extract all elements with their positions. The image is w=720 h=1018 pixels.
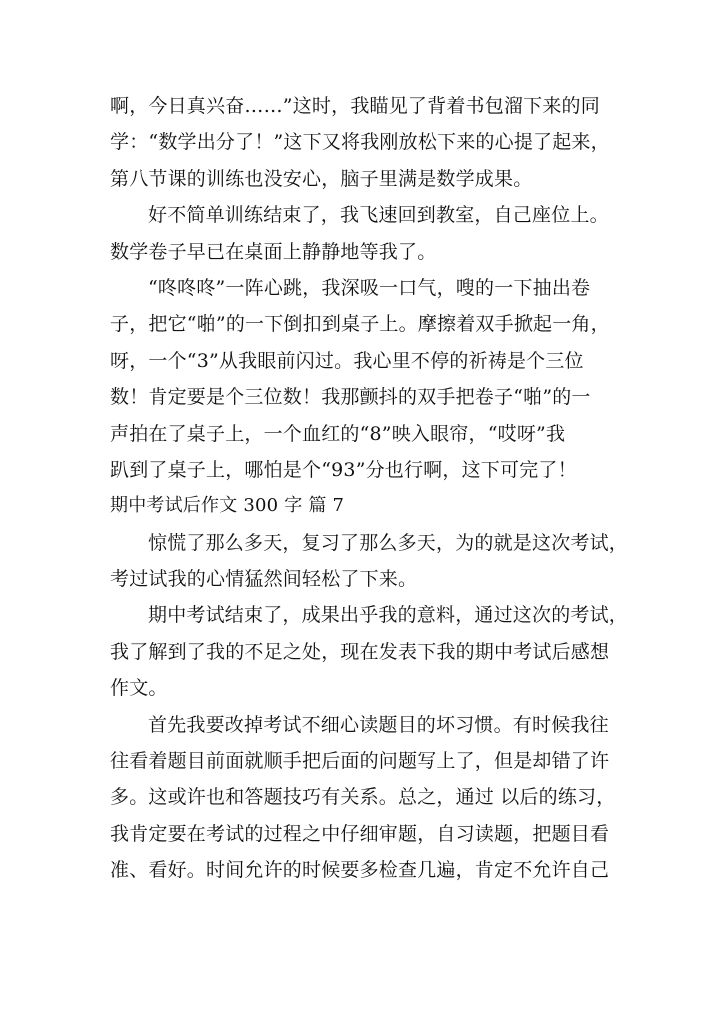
text-line: 数！肯定要是个三位数！我那颤抖的双手把卷子“啪”的一 bbox=[110, 386, 591, 409]
text-line: 往看着题目前面就顺手把后面的问题写上了，但是却错了许 bbox=[110, 750, 610, 773]
text-line: 呀，一个“3”从我眼前闪过。我心里不停的祈祷是个三位 bbox=[110, 349, 584, 372]
text-line: 准、看好。时间允许的时候要多检查几遍，肯定不允许自己 bbox=[110, 859, 610, 882]
paragraph-start-line: 首先我要改掉考试不细心读题目的坏习惯。有时候我往 bbox=[148, 713, 609, 736]
text-line: 我了解到了我的不足之处，现在发表下我的期中考试后感想 bbox=[110, 640, 610, 663]
text-line: 多。这或许也和答题技巧有关系。总之，通过 以后的练习， bbox=[110, 786, 616, 809]
text-line: 作文。 bbox=[110, 677, 168, 700]
text-line: 考过试我的心情猛然间轻松了下来。 bbox=[110, 568, 418, 591]
text-line: 学：“数学出分了！”这下又将我刚放松下来的心提了起来， bbox=[110, 131, 610, 154]
text-line: 啊，今日真兴奋……”这时，我瞄见了背着书包溜下来的同 bbox=[110, 95, 600, 117]
text-line: 趴到了桌子上，哪怕是个“93”分也行啊，这下可完了！ bbox=[110, 458, 577, 481]
essay-text bbox=[110, 88, 630, 889]
text-line: 我肯定要在考试的过程之中仔细审题，自习读题，把题目看 bbox=[110, 822, 610, 845]
section-heading: 期中考试后作文 300 字 篇 7 bbox=[110, 495, 345, 517]
paragraph-start-line: 好不简单训练结束了，我飞速回到教室，自己座位上。 bbox=[148, 204, 609, 227]
paragraph-start-line: 惊慌了那么多天，复习了那么多天，为的就是这次考试， bbox=[148, 531, 629, 554]
paragraph-start-line: 期中考试结束了，成果出乎我的意料，通过这次的考试， bbox=[148, 604, 629, 627]
paragraph-start-line: “咚咚咚”一阵心跳，我深吸一口气，嗖的一下抽出卷 bbox=[148, 276, 591, 299]
text-line: 子，把它“啪”的一下倒扣到桌子上。摩擦着双手掀起一角， bbox=[110, 313, 610, 336]
text-line: 声拍在了桌子上，一个血红的“8”映入眼帘，“哎呀”我 bbox=[110, 422, 566, 445]
text-line: 数学卷子早已在桌面上静静地等我了。 bbox=[110, 240, 437, 263]
text-line: 第八节课的训练也没安心，脑子里满是数学成果。 bbox=[110, 167, 533, 190]
